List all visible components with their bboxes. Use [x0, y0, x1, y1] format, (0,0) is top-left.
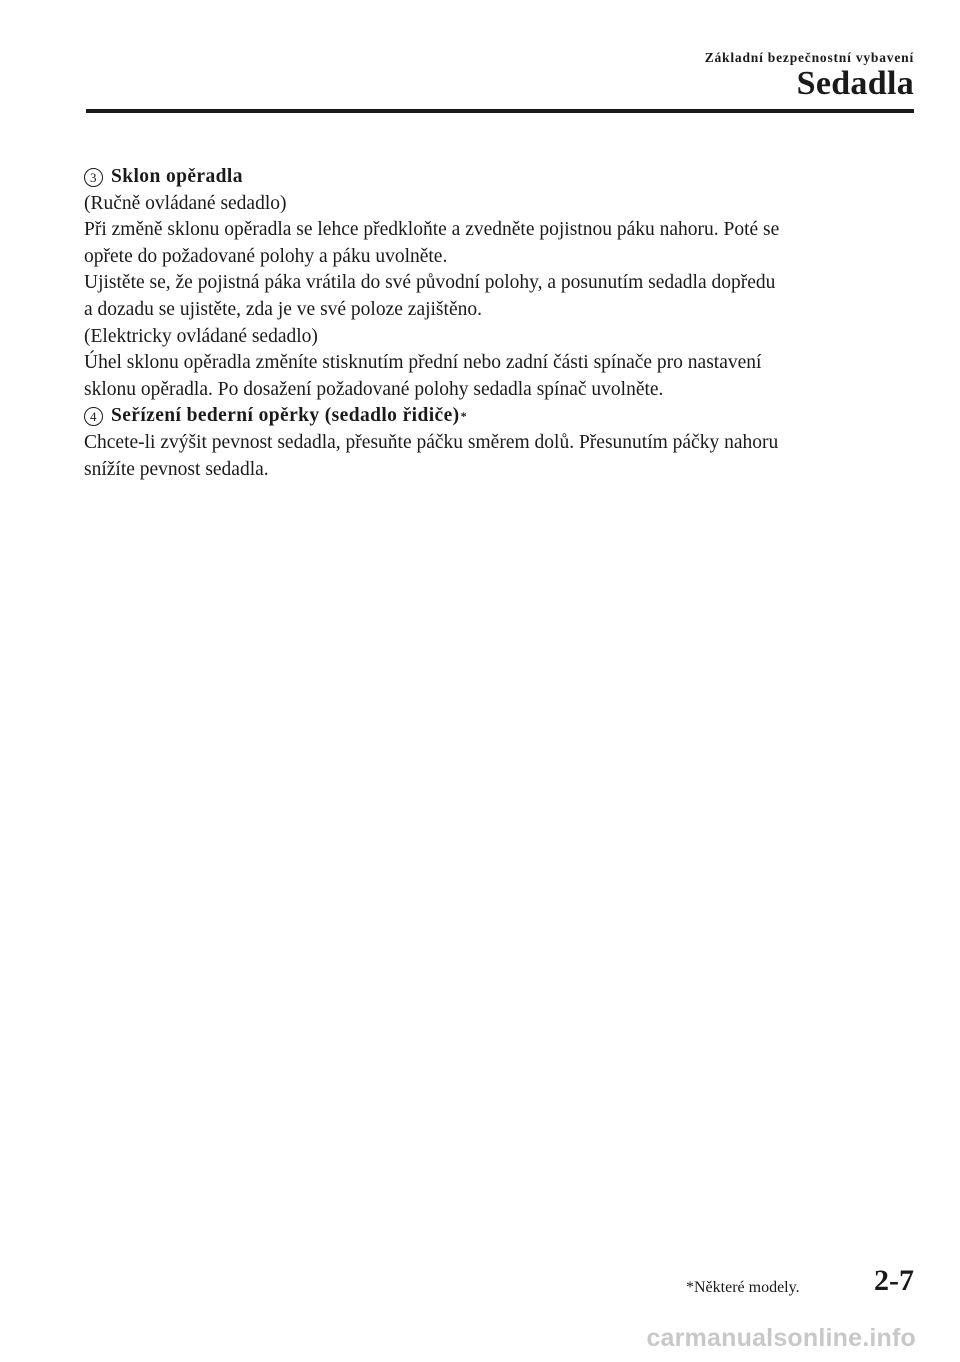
text-line: Chcete-li zvýšit pevnost sedadla, přesuňte páčku směrem dolů. Přesunutím páčky nahoru — [84, 431, 779, 453]
text-line: opřete do požadované polohy a páku uvolněte. — [84, 245, 448, 267]
watermark: carmanualsonline.info — [646, 1324, 916, 1352]
text-line: sklonu opěradla. Po dosažení požadované polohy sedadla spínač uvolněte. — [84, 378, 664, 400]
text-line: Při změně sklonu opěradla se lehce předkloňte a zvedněte pojistnou páku nahoru. Poté se — [84, 219, 780, 241]
circled-number-3-icon: 3 — [84, 168, 103, 187]
header-rule — [86, 109, 914, 113]
chapter-label: Základní bezpečnostní vybavení — [704, 50, 914, 65]
text-line: (Elektricky ovládané sedadlo) — [84, 325, 318, 347]
section-title: Sedadla — [796, 65, 914, 102]
text-line: (Ručně ovládané sedadlo) — [84, 192, 287, 214]
heading-lumbar-support — [84, 403, 894, 430]
circled-number-4-icon: 4 — [84, 407, 103, 426]
text-line: a dozadu se ujistěte, zda je ve své poloze zajištěno. — [84, 298, 482, 320]
text-line: Úhel sklonu opěradla změníte stisknutím přední nebo zadní části spínače pro nastavení — [84, 352, 762, 374]
content-body — [84, 164, 894, 483]
heading-text: Seřízení bederní opěrky (sedadlo řidiče) — [111, 405, 460, 427]
heading-backrest-recline — [84, 164, 894, 191]
footnote-marker: * — [460, 409, 467, 424]
page-number: 2-7 — [874, 1264, 914, 1297]
text-line: snížíte pevnost sedadla. — [84, 458, 269, 480]
footnote: *Některé modely. — [686, 1279, 800, 1296]
text-line: Ujistěte se, že pojistná páka vrátila do své původní polohy, a posunutím sedadla dopředu — [84, 272, 776, 294]
heading-text: Sklon opěradla — [111, 166, 243, 187]
